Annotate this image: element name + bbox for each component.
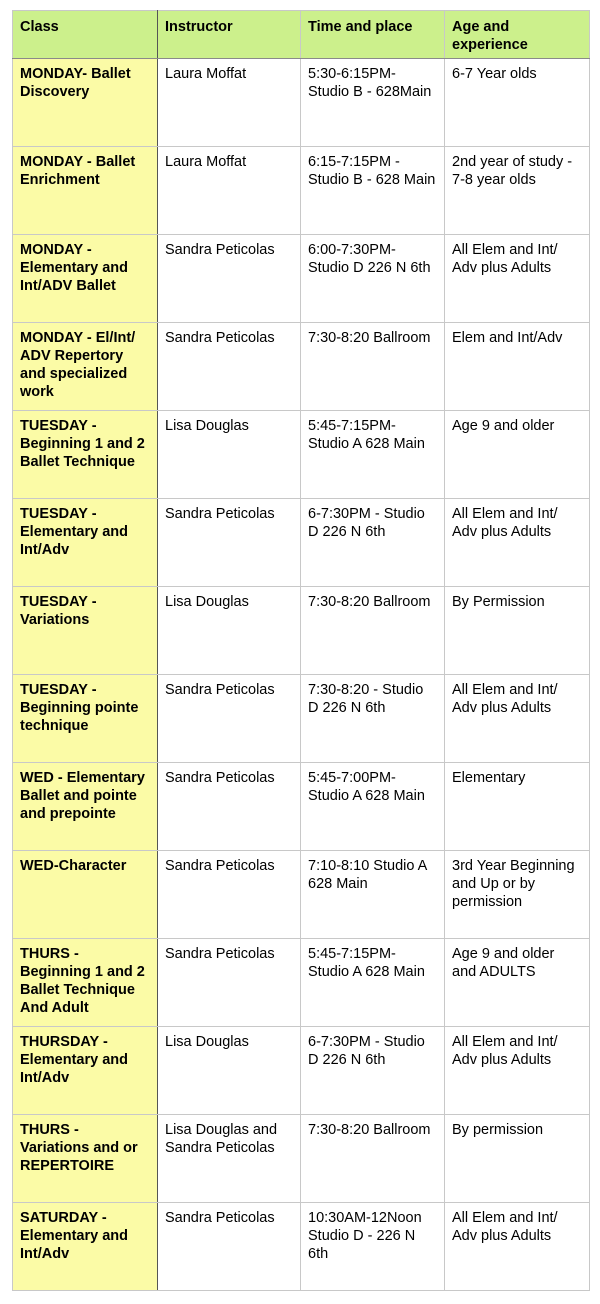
header-class: Class	[13, 11, 158, 59]
age-experience-cell: By permission	[445, 1115, 590, 1203]
age-experience-cell: All Elem and Int/ Adv plus Adults	[445, 235, 590, 323]
time-place-cell: 7:30-8:20 Ballroom	[301, 323, 445, 411]
class-cell: MONDAY - Ballet Enrichment	[13, 147, 158, 235]
table-row	[13, 587, 590, 675]
class-cell: TUESDAY - Beginning 1 and 2 Ballet Technique	[13, 411, 158, 499]
time-place-cell: 6-7:30PM - Studio D 226 N 6th	[301, 499, 445, 587]
class-cell: SATURDAY - Elementary and Int/Adv	[13, 1203, 158, 1291]
instructor-cell: Lisa Douglas	[158, 587, 301, 675]
instructor-cell: Sandra Peticolas	[158, 235, 301, 323]
table-row	[13, 147, 590, 235]
age-experience-cell: Age 9 and older	[445, 411, 590, 499]
class-cell: MONDAY - El/Int/ ADV Repertory and specialized work	[13, 323, 158, 411]
table-row	[13, 1027, 590, 1115]
time-place-cell: 5:30-6:15PM- Studio B - 628Main	[301, 59, 445, 147]
table-row	[13, 675, 590, 763]
class-cell: TUESDAY - Variations	[13, 587, 158, 675]
class-cell: MONDAY- Ballet Discovery	[13, 59, 158, 147]
age-experience-cell: All Elem and Int/ Adv plus Adults	[445, 675, 590, 763]
age-experience-cell: 3rd Year Beginning and Up or by permission	[445, 851, 590, 939]
table-row	[13, 763, 590, 851]
header-instructor: Instructor	[158, 11, 301, 59]
header-age-experience: Age and experience	[445, 11, 590, 59]
time-place-cell: 6:15-7:15PM - Studio B - 628 Main	[301, 147, 445, 235]
instructor-cell: Lisa Douglas and Sandra Peticolas	[158, 1115, 301, 1203]
age-experience-cell: Elem and Int/Adv	[445, 323, 590, 411]
instructor-cell: Sandra Peticolas	[158, 675, 301, 763]
table-row	[13, 499, 590, 587]
time-place-cell: 7:30-8:20 Ballroom	[301, 587, 445, 675]
table-header	[13, 11, 590, 59]
age-experience-cell: All Elem and Int/ Adv plus Adults	[445, 1027, 590, 1115]
instructor-cell: Sandra Peticolas	[158, 939, 301, 1027]
table-row	[13, 59, 590, 147]
time-place-cell: 7:10-8:10 Studio A 628 Main	[301, 851, 445, 939]
schedule-container	[12, 10, 589, 1291]
age-experience-cell: 6-7 Year olds	[445, 59, 590, 147]
age-experience-cell: 2nd year of study - 7-8 year olds	[445, 147, 590, 235]
class-cell: THURS - Beginning 1 and 2 Ballet Technique And Adult	[13, 939, 158, 1027]
instructor-cell: Laura Moffat	[158, 59, 301, 147]
time-place-cell: 5:45-7:15PM- Studio A 628 Main	[301, 411, 445, 499]
table-row	[13, 235, 590, 323]
age-experience-cell: By Permission	[445, 587, 590, 675]
header-row	[13, 11, 590, 59]
instructor-cell: Sandra Peticolas	[158, 763, 301, 851]
time-place-cell: 10:30AM-12Noon Studio D - 226 N 6th	[301, 1203, 445, 1291]
age-experience-cell: Elementary	[445, 763, 590, 851]
table-row	[13, 323, 590, 411]
time-place-cell: 5:45-7:15PM- Studio A 628 Main	[301, 939, 445, 1027]
class-cell: THURS - Variations and or REPERTOIRE	[13, 1115, 158, 1203]
time-place-cell: 6:00-7:30PM- Studio D 226 N 6th	[301, 235, 445, 323]
age-experience-cell: All Elem and Int/ Adv plus Adults	[445, 499, 590, 587]
instructor-cell: Lisa Douglas	[158, 1027, 301, 1115]
class-cell: MONDAY - Elementary and Int/ADV Ballet	[13, 235, 158, 323]
instructor-cell: Laura Moffat	[158, 147, 301, 235]
instructor-cell: Sandra Peticolas	[158, 851, 301, 939]
class-schedule-table	[12, 10, 590, 1291]
table-body	[13, 59, 590, 1291]
table-row	[13, 1115, 590, 1203]
time-place-cell: 7:30-8:20 - Studio D 226 N 6th	[301, 675, 445, 763]
instructor-cell: Lisa Douglas	[158, 411, 301, 499]
age-experience-cell: All Elem and Int/ Adv plus Adults	[445, 1203, 590, 1291]
instructor-cell: Sandra Peticolas	[158, 323, 301, 411]
header-time-place: Time and place	[301, 11, 445, 59]
age-experience-cell: Age 9 and older and ADULTS	[445, 939, 590, 1027]
time-place-cell: 5:45-7:00PM- Studio A 628 Main	[301, 763, 445, 851]
table-row	[13, 411, 590, 499]
table-row	[13, 939, 590, 1027]
class-cell: TUESDAY - Elementary and Int/Adv	[13, 499, 158, 587]
class-cell: WED - Elementary Ballet and pointe and prepointe	[13, 763, 158, 851]
class-cell: THURSDAY - Elementary and Int/Adv	[13, 1027, 158, 1115]
time-place-cell: 7:30-8:20 Ballroom	[301, 1115, 445, 1203]
time-place-cell: 6-7:30PM - Studio D 226 N 6th	[301, 1027, 445, 1115]
class-cell: WED-Character	[13, 851, 158, 939]
instructor-cell: Sandra Peticolas	[158, 1203, 301, 1291]
table-row	[13, 1203, 590, 1291]
class-cell: TUESDAY - Beginning pointe technique	[13, 675, 158, 763]
instructor-cell: Sandra Peticolas	[158, 499, 301, 587]
table-row	[13, 851, 590, 939]
